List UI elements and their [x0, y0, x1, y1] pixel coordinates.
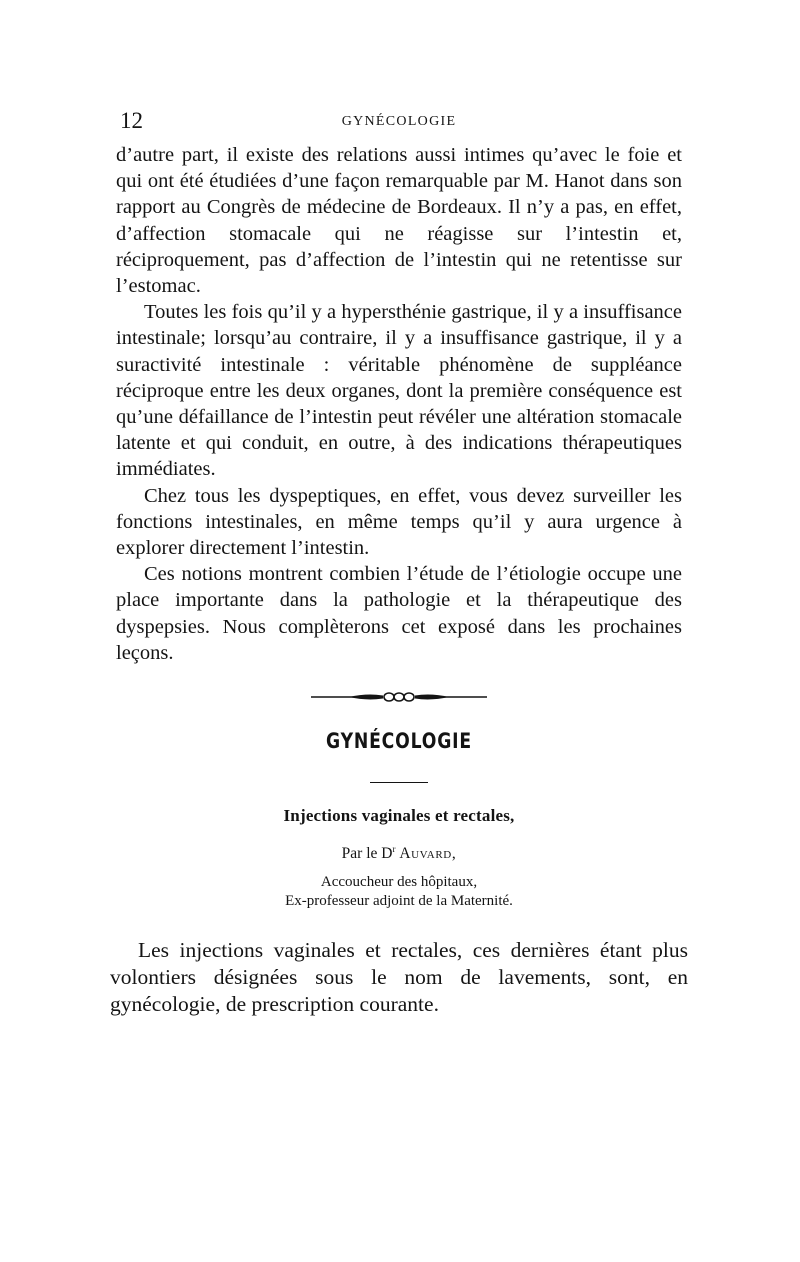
author-credentials	[116, 873, 682, 911]
article-title: Injections vaginales et rectales,	[283, 806, 515, 826]
book-page	[110, 108, 688, 1018]
ornament-divider	[309, 690, 489, 704]
section-title: GYNÉCOLOGIE	[325, 729, 472, 754]
paragraph: Chez tous les dyspeptiques, en effet, vous devez surveiller les fonctions intestinales, en même temps qu’il y aura urgence à explorer directement l’intestin.	[116, 484, 682, 560]
author-name: Auvard,	[399, 845, 457, 863]
byline-prefix: Par le D	[341, 845, 393, 863]
credential-line: Accoucheur des hôpitaux,	[320, 874, 478, 891]
byline-superscript: r	[392, 844, 396, 855]
paragraph: Toutes les fois qu’il y a hypersthénie gastrique, il y a insuffisance intestinale; lorsqu’au contraire, il y a insuffisance gastrique, il y a suractivité intestinale : véritable phénomène de suppléance réciproque entre les deux organes, dont la première conséquence est qu’une défaillance de l’intestin peut révéler une altération stomacale latente et qui conduit, en outre, à des indications thérapeutiques immédiates.	[116, 301, 682, 481]
paragraph: Ces notions montrent combien l’étude de l’étiologie occupe une place importante dans la pathologie et la thérapeutique des dyspepsies. Nous complèterons cet exposé dans les prochaines leçons.	[116, 563, 682, 664]
article-byline	[116, 839, 682, 864]
article-opening-paragraph: Les injections vaginales et rectales, ces dernières étant plus volontiers désignées sous le nom de lavements, sont, en gynécologie, de prescription courante.	[110, 938, 688, 1017]
running-title: GYNÉCOLOGIE	[341, 114, 457, 129]
page-number: 12	[120, 108, 143, 133]
divider	[370, 782, 428, 783]
paragraph-continuation: d’autre part, il existe des relations aussi intimes qu’avec le foie et qui ont été étudiées d’une façon remarquable par M. Hanot dans son rapport au Congrès de médecine de Bordeaux. Il n’y a pas, en effet, d’affection stomacale qui ne réagisse sur l’intestin et, réciproquement, pas d’affection de l’intestin qui ne retentisse sur l’estomac.	[116, 144, 682, 298]
body-text	[116, 142, 682, 666]
credential-line: Ex-professeur adjoint de la Maternité.	[285, 893, 513, 910]
running-head	[116, 108, 682, 142]
